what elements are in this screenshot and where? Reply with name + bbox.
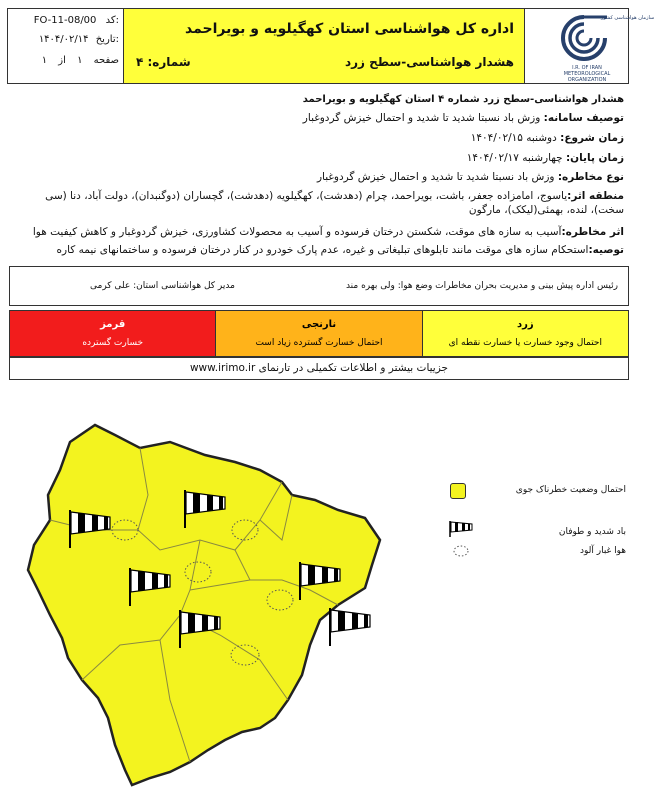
level-red-name: قرمز (100, 319, 126, 330)
director-signature: مدیر کل هواشناسی استان: علی کرمی (90, 281, 235, 291)
hazard-type-value: وزش باد نسبتا شدید تا شدید و احتمال خیزش گردوغبار (316, 171, 558, 183)
header (7, 8, 654, 84)
affected-region-label: منطقه اثر: (567, 190, 624, 202)
page-number: ۱ (77, 55, 83, 66)
start-time-label: زمان شروع: (560, 132, 624, 144)
code-row (34, 15, 119, 26)
hazard-effect-row (12, 225, 624, 239)
level-red-desc: خسارت گسترده (82, 338, 144, 348)
level-orange (215, 311, 421, 357)
code-label: کد: (105, 15, 119, 26)
hazard-effect-label: اثر مخاطره: (561, 226, 624, 238)
hazard-effect-value: آسیب به سازه های موقت، شکستن درختان فرسوده و آسیب به محصولات کشاورزی، خیزش گردوغبار و کاهش کیفیت هوا (32, 226, 562, 238)
windsock-icon (330, 608, 370, 646)
system-description-label: توصیف سامانه: (543, 112, 624, 124)
end-time-row (12, 151, 624, 165)
warning-levels-table (9, 310, 629, 358)
date-value: ۱۴۰۴/۰۲/۱۴ (38, 34, 89, 45)
logo-line-2: METEOROLOGICAL (563, 71, 611, 77)
logo-line-3: ORGANIZATION (567, 77, 607, 83)
system-description-value: وزش باد نسبتا شدید تا شدید و احتمال خیزش گردوغبار (302, 112, 544, 124)
advice-row (12, 243, 624, 257)
page-label: صفحه (93, 55, 119, 66)
level-yellow-name: زرد (517, 319, 534, 330)
start-time-value: دوشنبه ۱۴۰۴/۰۲/۱۵ (470, 132, 561, 144)
page-title: اداره کل هواشناسی استان کهگیلویه و بویراحمد (185, 21, 514, 37)
level-orange-name: نارنجی (301, 319, 337, 330)
warning-heading: هشدار هواشناسی-سطح زرد شماره ۴ استان کهگیلویه و بویراحمد (302, 94, 624, 105)
hazard-type-row (12, 170, 624, 184)
affected-region-value: یاسوج، امامزاده جعفر، باشت، بویراحمد، چرام (دهدشت)، کهگیلویه (دهدشت)، گچساران (دوگنبدان)، دولت آباد، دنا (سی سخت)، لنده، بهمئی(لیکک)، مارگون (45, 190, 624, 216)
province-outline (28, 425, 380, 785)
page-of: از (58, 55, 66, 66)
page-total: ۱ (41, 55, 48, 66)
date-label: تاریخ: (95, 34, 119, 45)
advice-value: استحکام سازه های موقت مانند تابلوهای تبلیغاتی و غیره، عدم پارک خودرو در کنار درختان فرسوده و ساختمانهای نیمه کاره (56, 244, 589, 256)
level-yellow-desc: احتمال وجود خسارت یا خسارت نقطه ای (448, 338, 603, 348)
warning-number: شماره: ۴ (136, 55, 191, 69)
forecast-head-signature: رئیس اداره پیش بینی و مدیریت بحران مخاطرات وضع هوا: ولی بهره مند (345, 281, 618, 291)
logo-persian-text: سازمان هواشناسی کشور (601, 15, 654, 21)
document-meta (8, 9, 124, 83)
legend-dust-label: هوا غبار آلود (579, 546, 626, 556)
level-red (10, 311, 215, 357)
website-note: جزییات بیشتر و اطلاعات تکمیلی در تارنمای www.irimo.ir (9, 356, 629, 380)
page-row (34, 55, 119, 66)
date-row (39, 34, 119, 45)
hazard-type-label: نوع مخاطره: (557, 171, 624, 183)
end-time-value: چهارشنبه ۱۴۰۴/۰۲/۱۷ (466, 152, 566, 164)
legend-dust-icon (452, 545, 470, 557)
legend-yellow-swatch (450, 483, 466, 499)
header-title-band (124, 9, 525, 83)
code-value: FO-11-08/00 (33, 15, 97, 26)
logo-english-text (551, 65, 623, 83)
signatures-box (9, 266, 629, 306)
end-time-label: زمان پایان: (565, 152, 624, 164)
legend-risk-label: احتمال وضعیت خطرناک جوی (515, 485, 626, 495)
level-yellow (422, 311, 628, 357)
warning-level-subtitle: هشدار هواشناسی-سطح زرد (344, 55, 514, 69)
advice-label: توصیه: (588, 244, 624, 256)
province-map (20, 400, 440, 790)
spiral-logo-icon (561, 15, 607, 61)
meteorological-organization-logo (525, 9, 654, 83)
level-orange-desc: احتمال خسارت گسترده زیاد است (255, 338, 383, 348)
legend-wind-label: باد شدید و طوفان (558, 527, 626, 537)
logo-line-1: I.R. OF IRAN (572, 65, 602, 71)
legend-windsock-icon (448, 519, 474, 537)
affected-region-row (12, 189, 624, 217)
start-time-row (12, 131, 624, 145)
system-description-row (12, 111, 624, 125)
